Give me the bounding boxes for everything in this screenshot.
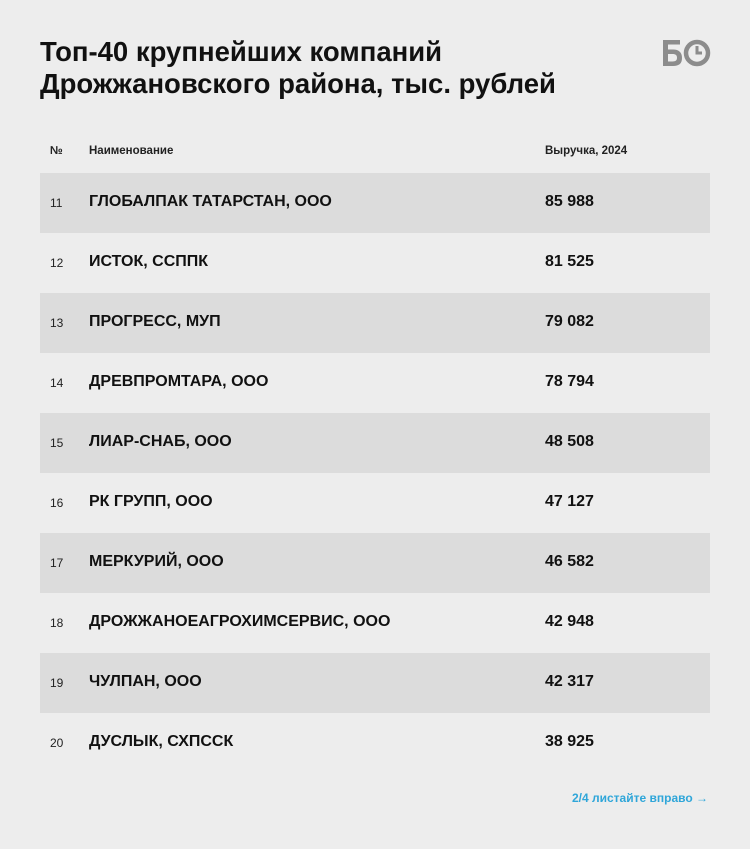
row-company-name: ДУСЛЫК, СХПССК <box>89 733 234 750</box>
table-row <box>40 413 710 473</box>
row-rank: 17 <box>50 556 64 570</box>
table-row <box>40 713 710 773</box>
row-rank: 20 <box>50 736 64 750</box>
header-name: Наименование <box>89 145 174 157</box>
row-company-name: ПРОГРЕСС, МУП <box>89 313 221 330</box>
table-row <box>40 533 710 593</box>
table-row <box>40 593 710 653</box>
table-header <box>40 145 710 163</box>
row-rank: 16 <box>50 496 64 510</box>
table-row <box>40 653 710 713</box>
title-line-1: Топ-40 крупнейших компаний <box>40 36 443 67</box>
row-rank: 18 <box>50 616 64 630</box>
swipe-hint[interactable]: 2/4 листайте вправо → <box>571 791 708 805</box>
row-company-name: РК ГРУПП, ООО <box>89 493 213 510</box>
row-rank: 15 <box>50 436 64 450</box>
row-company-name: ДРЕВПРОМТАРА, ООО <box>89 373 269 390</box>
row-revenue: 48 508 <box>545 433 594 450</box>
row-rank: 12 <box>50 256 64 270</box>
row-revenue: 79 082 <box>545 313 594 330</box>
table-row <box>40 293 710 353</box>
header-num: № <box>50 145 63 157</box>
row-company-name: ЛИАР-СНАБ, ООО <box>89 433 232 450</box>
company-table <box>40 173 710 773</box>
row-rank: 19 <box>50 676 64 690</box>
row-revenue: 42 317 <box>545 673 594 690</box>
page-title <box>40 36 640 100</box>
table-row <box>40 353 710 413</box>
row-revenue: 78 794 <box>545 373 594 390</box>
table-row <box>40 173 710 233</box>
row-company-name: МЕРКУРИЙ, ООО <box>89 553 224 570</box>
bo-logo-icon <box>660 38 712 68</box>
header-revenue: Выручка, 2024 <box>545 145 628 157</box>
row-revenue: 47 127 <box>545 493 594 510</box>
row-revenue: 42 948 <box>545 613 594 630</box>
row-company-name: ДРОЖЖАНОЕАГРОХИМСЕРВИС, ООО <box>89 613 391 630</box>
row-company-name: ГЛОБАЛПАК ТАТАРСТАН, ООО <box>89 193 332 210</box>
row-rank: 14 <box>50 376 64 390</box>
row-revenue: 46 582 <box>545 553 594 570</box>
table-row <box>40 233 710 293</box>
row-rank: 11 <box>50 196 63 210</box>
row-revenue: 38 925 <box>545 733 594 750</box>
table-row <box>40 473 710 533</box>
row-company-name: ЧУЛПАН, ООО <box>89 673 202 690</box>
row-company-name: ИСТОК, ССППК <box>89 253 209 270</box>
row-rank: 13 <box>50 316 64 330</box>
row-revenue: 81 525 <box>545 253 594 270</box>
title-line-2: Дрожжановского района, тыс. рублей <box>40 68 556 99</box>
row-revenue: 85 988 <box>545 193 594 210</box>
